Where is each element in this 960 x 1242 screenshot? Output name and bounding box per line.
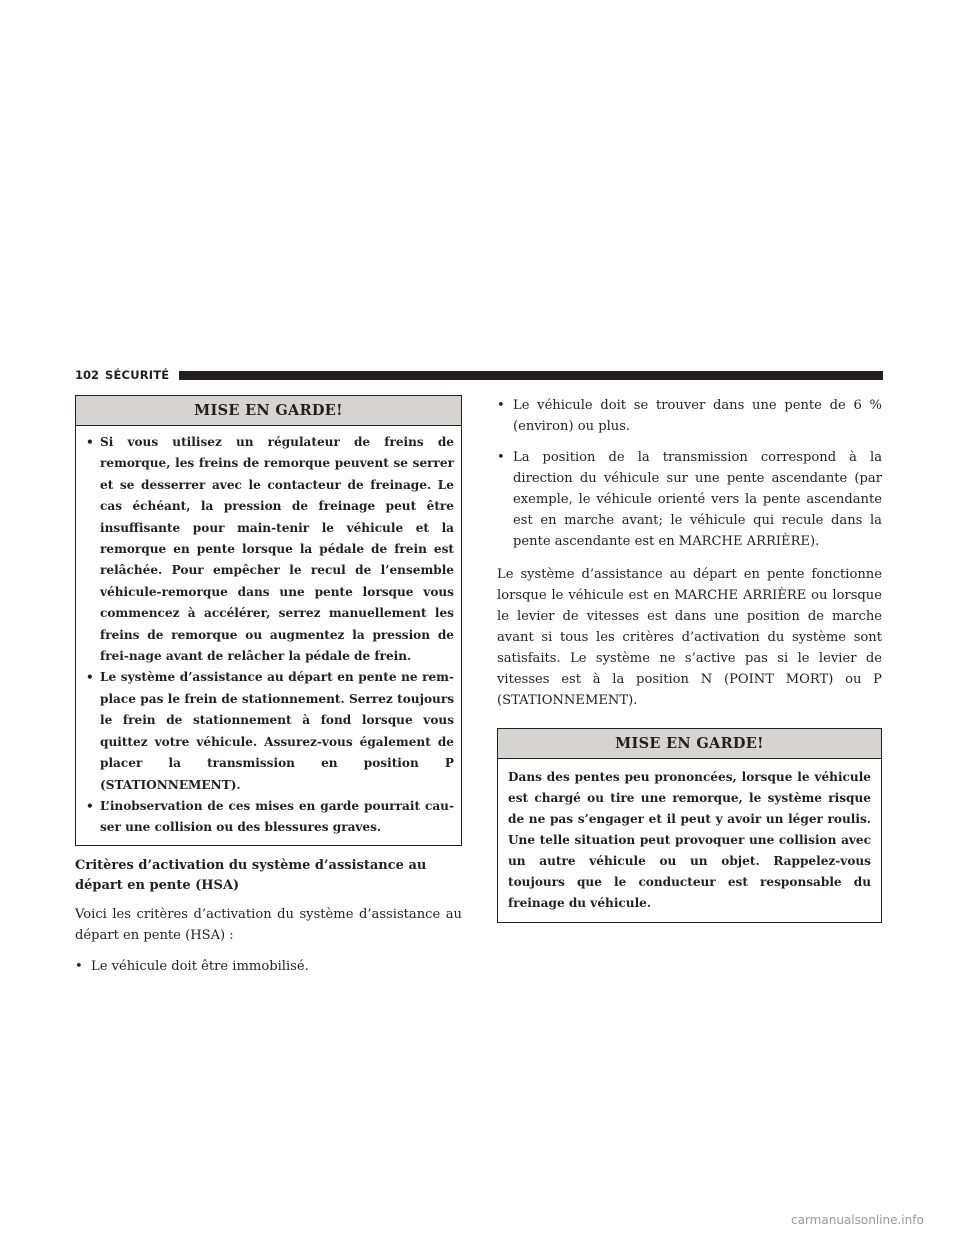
warning-box-right xyxy=(497,728,882,923)
warning-item-text: L’inobservation de ces mises en garde pourrait cau-ser une collision ou des blessures graves. xyxy=(100,798,454,835)
warning-box-left xyxy=(75,395,462,846)
list-item-text: La position de la transmission correspond à la direction du véhicule sur une pente ascendante (par exemple, le véhicule orienté vers la pente ascendante est en marche avant; le véhicule qui recule dans la pente ascendante est en MARCHE ARRIÈRE). xyxy=(513,450,882,549)
left-column xyxy=(75,395,462,977)
bullet-icon: • xyxy=(75,958,83,974)
list-item xyxy=(497,447,882,552)
page-number: 102 xyxy=(75,368,100,382)
warning-item xyxy=(86,667,454,795)
page-header xyxy=(75,364,883,386)
warning-body xyxy=(498,759,881,922)
hsa-operation-paragraph: Le système d’assistance au départ en pente fonctionne lorsque le véhicule est en MARCHE ARRIÈRE ou lorsque le levier de vitesses est dans une position de marche avant si tous les critères d’activation du système sont satisfaits. Le système ne s’active pas si le levier de vitesses est à la position N (POINT MORT) ou P (STATIONNEMENT). xyxy=(497,567,882,708)
list-item-text: Le véhicule doit être immobilisé. xyxy=(91,958,309,974)
watermark: carmanualsonline.info xyxy=(791,1213,924,1227)
warning-item-text: Si vous utilisez un régulateur de freins de remorque, les freins de remorque peuvent se serrer et se desserrer avec le contacteur de freinage. Le cas échéant, la pression de freinage peut être insuffisante pour main-tenir le véhicule et la remorque en pente lorsque la pédale de frein est relâchée. Pour empêcher le recul de l’ensemble véhicule-remorque dans une pente lorsque vous commencez à accélérer, serrez manuellement les freins de remorque ou augmentez la pression de frei-nage avant de relâcher la pédale de frein. xyxy=(100,435,454,664)
list-item-text: Le véhicule doit se trouver dans une pente de 6 % (environ) ou plus. xyxy=(513,398,882,434)
list-item xyxy=(75,956,462,977)
warning-title: MISE EN GARDE! xyxy=(76,396,461,426)
right-column xyxy=(497,395,882,923)
hsa-criteria-heading: Critères d’activation du système d’assistance au départ en pente (HSA) xyxy=(75,857,427,893)
warning-item xyxy=(86,796,454,839)
warning-text: Dans des pentes peu prononcées, lorsque le véhicule est chargé ou tire une remorque, le système risque de ne pas s’engager et il peut y avoir un léger roulis. Une telle situation peut provoquer une collision avec un autre véhicule ou un objet. Rappelez-vous toujours que le conducteur est responsable du freinage du véhicule. xyxy=(508,770,871,910)
bullet-icon: • xyxy=(497,398,505,413)
bullet-icon: • xyxy=(86,670,94,685)
warning-title: MISE EN GARDE! xyxy=(498,729,881,759)
bullet-icon: • xyxy=(86,798,94,813)
warning-item xyxy=(86,432,454,667)
warning-body xyxy=(76,426,461,845)
section-title: SÉCURITÉ xyxy=(105,368,170,382)
header-rule xyxy=(179,371,883,380)
warning-item-text: Le système d’assistance au départ en pente ne rem-place pas le frein de stationnement. Serrez toujours le frein de stationnement à fond lorsque vous quittez votre véhicule. Assurez-vous également de placer la transmission en position P (STATIONNEMENT). xyxy=(100,670,454,792)
list-item xyxy=(497,395,882,437)
bullet-icon: • xyxy=(86,435,94,449)
hsa-criteria-intro: Voici les critères d’activation du système d’assistance au départ en pente (HSA) : xyxy=(75,906,462,943)
bullet-icon: • xyxy=(497,450,505,465)
